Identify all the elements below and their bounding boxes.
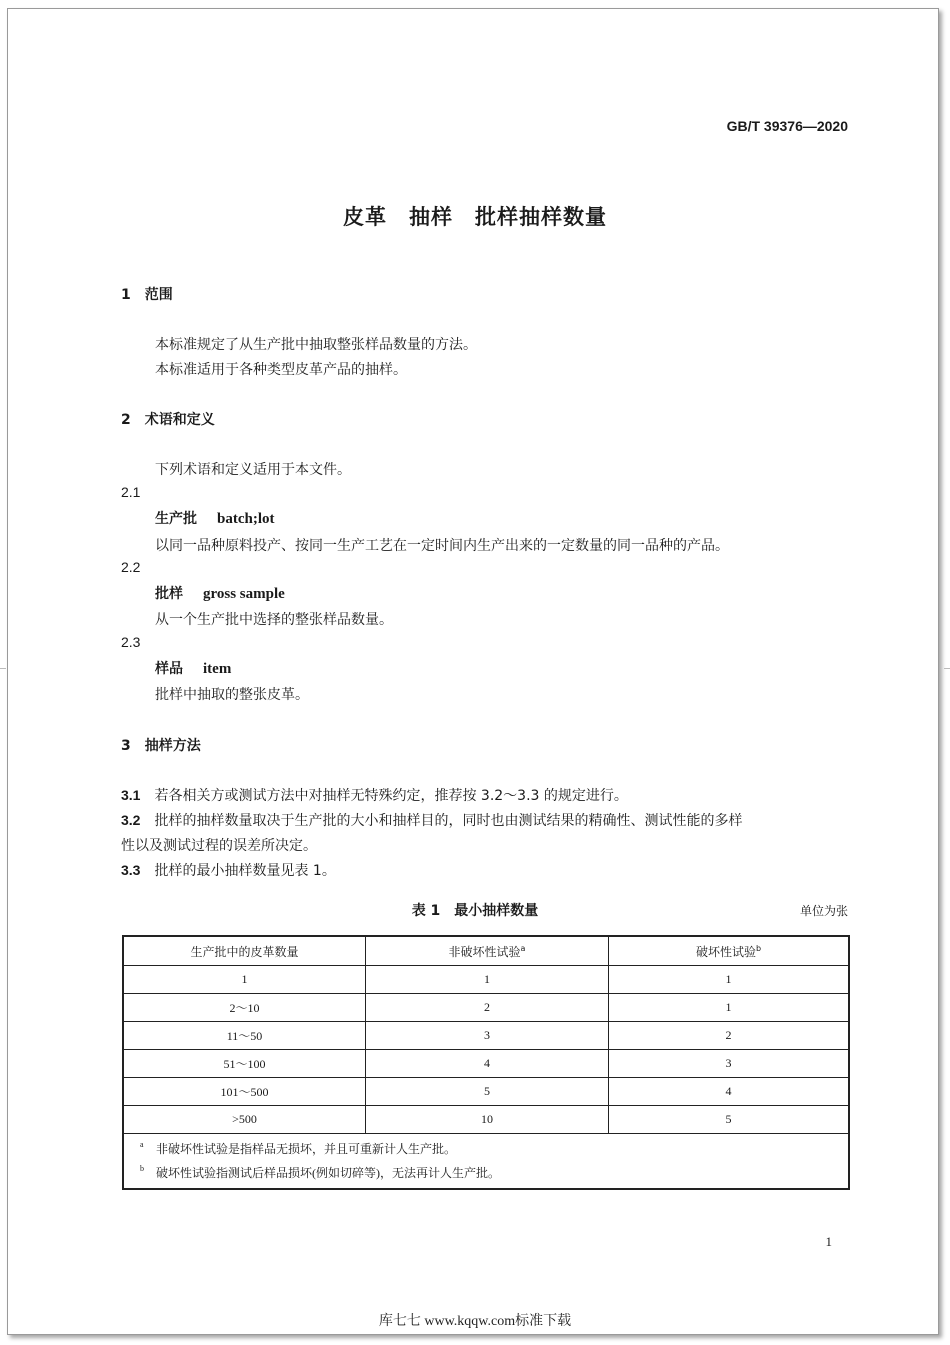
clause-3-1: 3.1 若各相关方或测试方法中对抽样无特殊约定，推荐按 3.2～3.3 的规定进行。 [121,787,628,804]
table-notes [123,1134,849,1190]
term-definition: 从一个生产批中选择的整张样品数量。 [155,612,393,628]
clause-3-2-continued: 性以及测试过程的误差所决定。 [121,838,317,854]
term-heading: 生产批 batch;lot [155,511,275,527]
column-header: 生产批中的皮革数量 [123,936,366,966]
term-number: 2.1 [121,484,141,500]
table-cell: 2 [366,994,609,1022]
section-2-intro: 下列术语和定义适用于本文件。 [155,462,351,478]
footnote-mark: a [520,943,526,953]
margin-tick-right [944,668,950,669]
table-cell: 51～100 [123,1050,366,1078]
table-cell: 101～500 [123,1078,366,1106]
table-cell: 1 [123,966,366,994]
table-unit: 单位为张 [799,904,848,918]
term-number: 2.3 [121,634,141,650]
column-header: 破坏性试验$^b$ [609,936,850,966]
table-cell: >500 [123,1106,366,1134]
clause-3-3: 3.3 批样的最小抽样数量见表 1。 [121,862,336,879]
table-row [123,1050,849,1078]
table-cell: 1 [609,994,850,1022]
table-row [123,966,849,994]
table-cell: 4 [366,1050,609,1078]
term-definition: 以同一品种原料投产、按同一生产工艺在一定时间内生产出来的一定数量的同一品种的产品。 [155,538,729,554]
section-1-heading: 1 范围 [121,287,173,303]
sampling-table [122,935,850,1190]
document-title: 皮革 抽样 批样抽样数量 [343,205,607,229]
footer-watermark[interactable]: 库七七 www.kqqw.com标准下载 [378,1314,572,1329]
table-header-row [123,936,849,966]
table-row [123,1106,849,1134]
table-cell: 1 [609,966,850,994]
column-header: 非破坏性试验$^a$ [366,936,609,966]
table-row [123,1078,849,1106]
table-notes-row [123,1134,849,1190]
term-definition: 批样中抽取的整张皮革。 [155,687,309,703]
table-cell: 3 [609,1050,850,1078]
table-cell: 5 [366,1078,609,1106]
section-1-para-1: 本标准规定了从生产批中抽取整张样品数量的方法。 [155,337,477,353]
section-2-heading: 2 术语和定义 [121,412,215,428]
table-cell: 5 [609,1106,850,1134]
table-note: b 破坏性试验指测试后样品损坏(例如切碎等)，无法再计人生产批。 [156,1161,848,1185]
term-heading: 批样 gross sample [155,586,285,602]
table-caption: 表 1 最小抽样数量 [411,903,539,919]
standard-number: GB/T 39376—2020 [726,118,848,134]
table-note: a 非破坏性试验是指样品无损坏，并且可重新计人生产批。 [156,1137,848,1161]
clause-3-2: 3.2 批样的抽样数量取决于生产批的大小和抽样目的，同时也由测试结果的精确性、测试性能的多样 [121,812,743,829]
footnote-mark: b [140,1164,144,1173]
term-heading: 样品 item [155,661,232,677]
table-cell: 2 [609,1022,850,1050]
page-number: 1 [825,1234,832,1249]
term-number: 2.2 [121,559,141,575]
table-row [123,994,849,1022]
table-cell: 4 [609,1078,850,1106]
table-cell: 11～50 [123,1022,366,1050]
margin-tick-left [0,668,6,669]
footnote-mark: b [755,943,762,953]
section-3-heading: 3 抽样方法 [121,738,201,754]
section-1-para-2: 本标准适用于各种类型皮革产品的抽样。 [155,362,407,378]
footnote-mark: a [140,1140,144,1149]
table-cell: 10 [366,1106,609,1134]
table-cell: 2～10 [123,994,366,1022]
table-cell: 3 [366,1022,609,1050]
table-cell: 1 [366,966,609,994]
table-row [123,1022,849,1050]
